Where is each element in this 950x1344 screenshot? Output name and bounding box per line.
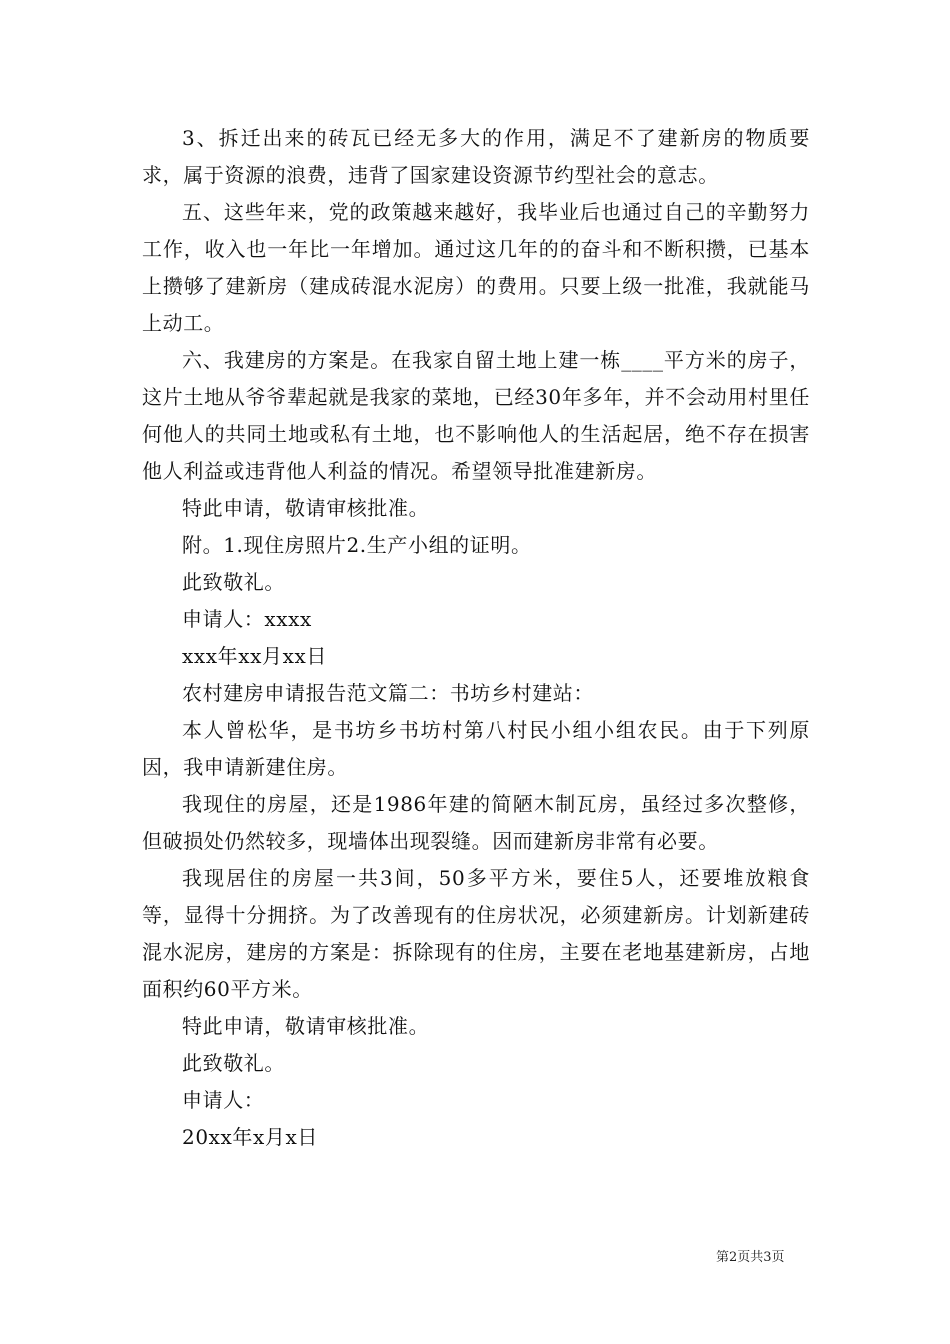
paragraph: 3、拆迁出来的砖瓦已经无多大的作用，满足不了建新房的物质要求，属于资源的浪费，违背了国家建设资源节约型社会的意志。 — [142, 126, 810, 187]
paragraph: 20xx年x月x日 — [182, 1125, 318, 1149]
paragraph: 农村建房申请报告范文篇二：书坊乡村建站： — [182, 681, 594, 705]
document-body — [142, 120, 810, 1156]
paragraph: 附。1.现住房照片2.生产小组的证明。 — [182, 533, 532, 557]
paragraph: 申请人：xxxx — [182, 607, 312, 631]
paragraph: 特此申请，敬请审核批准。 — [182, 1014, 430, 1038]
paragraph: 本人曾松华，是书坊乡书坊村第八村民小组小组农民。由于下列原因，我申请新建住房。 — [142, 718, 810, 779]
paragraph: 申请人： — [182, 1088, 265, 1112]
paragraph: 此致敬礼。 — [182, 570, 285, 594]
paragraph: xxx年xx月xx日 — [182, 644, 327, 668]
paragraph: 此致敬礼。 — [182, 1051, 285, 1075]
paragraph: 我现住的房屋，还是1986年建的简陋木制瓦房，虽经过多次整修，但破损处仍然较多，现墙体出现裂缝。因而建新房非常有必要。 — [142, 792, 810, 853]
paragraph: 五、这些年来，党的政策越来越好，我毕业后也通过自己的辛勤努力工作，收入也一年比一年增加。通过这几年的的奋斗和不断积攒，已基本上攒够了建新房（建成砖混水泥房）的费用。只要上级一批准，我就能马上动工。 — [142, 200, 810, 335]
paragraph: 我现居住的房屋一共3间，50多平方米，要住5人，还要堆放粮食等，显得十分拥挤。为了改善现有的住房状况，必须建新房。计划新建砖混水泥房，建房的方案是：拆除现有的住房，主要在老地基建新房，占地面积约60平方米。 — [142, 866, 810, 1001]
paragraph: 六、我建房的方案是。在我家自留土地上建一栋____平方米的房子，这片土地从爷爷辈起就是我家的菜地，已经30年多年，并不会动用村里任何他人的共同土地或私有土地，也不影响他人的生活起居，绝不存在损害他人利益或违背他人利益的情况。希望领导批准建新房。 — [142, 348, 810, 483]
paragraph: 特此申请，敬请审核批准。 — [182, 496, 430, 520]
page-number: 第2页共3页 — [716, 1250, 785, 1265]
